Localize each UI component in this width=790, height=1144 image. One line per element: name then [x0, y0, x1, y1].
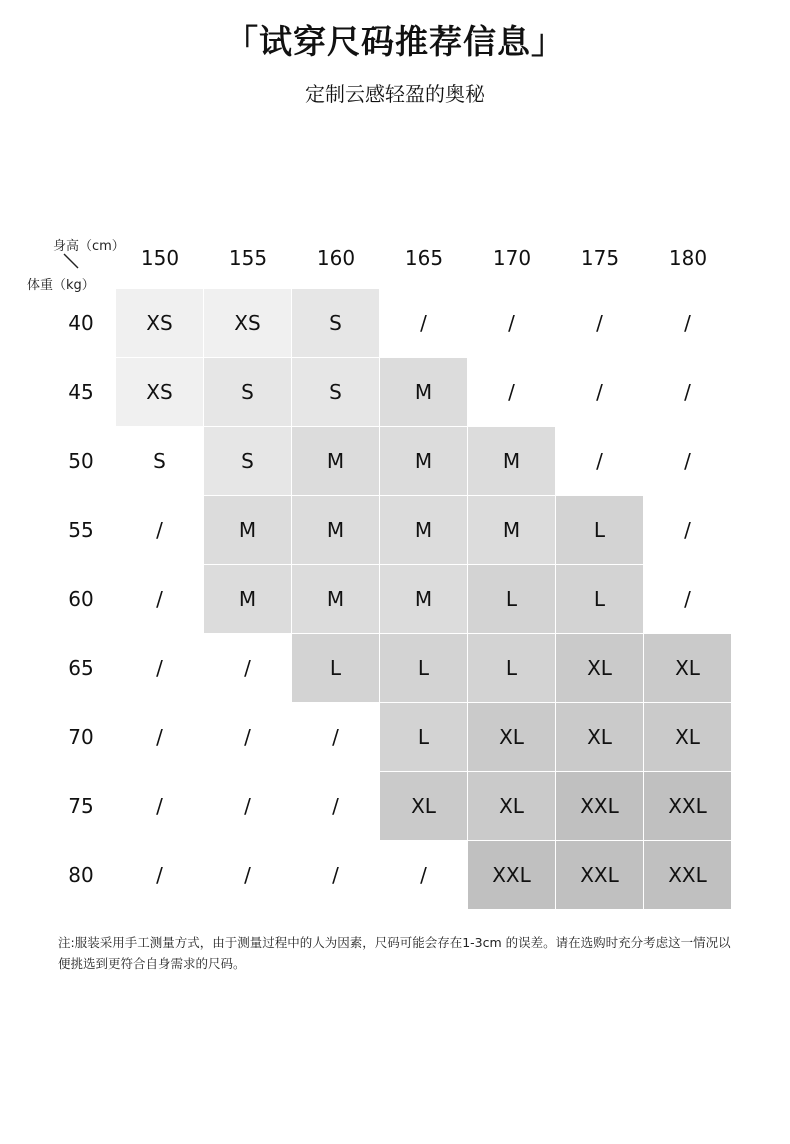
weight-row-header: 40 [68, 311, 94, 335]
size-cell: / [156, 794, 163, 818]
size-cell: L [380, 634, 467, 702]
size-cell: XL [556, 634, 643, 702]
size-cell: / [244, 656, 251, 680]
size-cell: XS [116, 358, 203, 426]
size-cell: XL [380, 772, 467, 840]
size-cell: / [156, 863, 163, 887]
size-cell: M [204, 496, 291, 564]
height-column-header: 150 [140, 246, 180, 270]
size-cell: / [156, 656, 163, 680]
size-cell: / [156, 518, 163, 542]
measurement-note: 注:服装采用手工测量方式，由于测量过程中的人为因素，尺码可能会存在1-3cm 的误差。请在选购时充分考虑这一情况以便挑选到更符合自身需求的尺码。 [58, 935, 731, 971]
size-cell: S [153, 449, 166, 473]
page-subtitle: 定制云感轻盈的奥秘 [305, 82, 485, 106]
size-cell: / [596, 380, 603, 404]
size-cell: / [420, 863, 427, 887]
corner-divider-line [62, 252, 80, 270]
height-axis-header: 身高（cm） [53, 239, 125, 254]
size-cell: XXL [556, 841, 643, 909]
size-cell: M [204, 565, 291, 633]
height-column-header: 155 [228, 246, 268, 270]
size-cell: M [468, 427, 555, 495]
size-cell: S [204, 427, 291, 495]
size-cell: XL [644, 703, 731, 771]
size-cell: L [380, 703, 467, 771]
size-cell: / [596, 449, 603, 473]
size-cell: XL [468, 772, 555, 840]
weight-row-header: 65 [68, 656, 94, 680]
size-cell: / [684, 449, 691, 473]
size-cell: / [156, 587, 163, 611]
size-cell: / [508, 311, 515, 335]
size-cell: S [292, 358, 379, 426]
weight-row-header: 60 [68, 587, 94, 611]
size-cell: / [244, 863, 251, 887]
size-cell: XXL [644, 772, 731, 840]
weight-row-header: 75 [68, 794, 94, 818]
size-cell: / [684, 518, 691, 542]
size-cell: L [292, 634, 379, 702]
height-column-header: 175 [580, 246, 620, 270]
size-cell: / [508, 380, 515, 404]
size-cell: / [332, 794, 339, 818]
weight-row-header: 55 [68, 518, 94, 542]
size-cell: / [684, 380, 691, 404]
size-cell: M [380, 358, 467, 426]
weight-axis-header: 体重（kg） [27, 278, 95, 293]
height-column-header: 160 [316, 246, 356, 270]
size-cell: / [244, 794, 251, 818]
size-cell: XS [204, 289, 291, 357]
size-cell: M [380, 565, 467, 633]
size-cell: M [468, 496, 555, 564]
size-cell: / [596, 311, 603, 335]
height-column-header: 180 [668, 246, 708, 270]
size-cell: XL [556, 703, 643, 771]
size-cell: XL [468, 703, 555, 771]
size-cell: / [156, 725, 163, 749]
size-cell: / [420, 311, 427, 335]
size-cell: S [204, 358, 291, 426]
size-cell: / [684, 311, 691, 335]
size-cell: / [332, 725, 339, 749]
page-title: 「试穿尺码推荐信息」 [225, 22, 565, 61]
size-cell: L [468, 565, 555, 633]
size-cell: M [292, 496, 379, 564]
height-column-header: 170 [492, 246, 532, 270]
size-cell: / [684, 587, 691, 611]
size-cell: L [468, 634, 555, 702]
size-cell: XXL [644, 841, 731, 909]
size-cell: L [556, 496, 643, 564]
weight-row-header: 70 [68, 725, 94, 749]
size-cell: M [292, 427, 379, 495]
size-cell: / [332, 863, 339, 887]
size-cell: S [292, 289, 379, 357]
size-cell: M [380, 427, 467, 495]
size-cell: / [244, 725, 251, 749]
size-cell: XXL [468, 841, 555, 909]
size-cell: L [556, 565, 643, 633]
weight-row-header: 50 [68, 449, 94, 473]
size-cell: XXL [556, 772, 643, 840]
weight-row-header: 45 [68, 380, 94, 404]
weight-row-header: 80 [68, 863, 94, 887]
size-cell: XL [644, 634, 731, 702]
height-column-header: 165 [404, 246, 444, 270]
size-cell: M [292, 565, 379, 633]
size-cell: M [380, 496, 467, 564]
size-cell: XS [116, 289, 203, 357]
